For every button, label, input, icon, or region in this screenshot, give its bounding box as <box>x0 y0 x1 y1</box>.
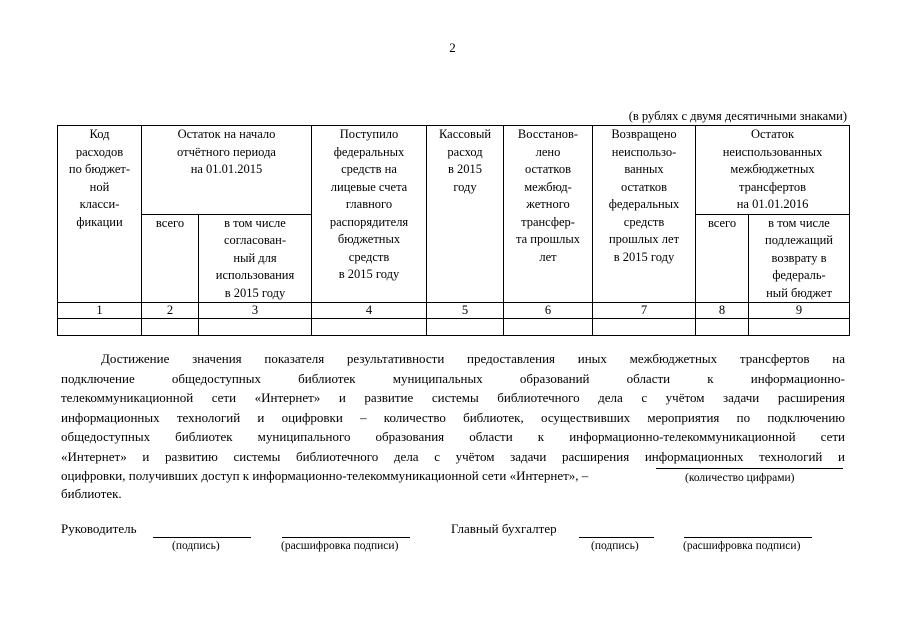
units-note: (в рублях с двумя десятичными знаками) <box>628 109 847 123</box>
header-line: в том числе <box>224 215 286 230</box>
header-line: в 2015 <box>448 162 483 176</box>
header-line: на 01.01.2016 <box>736 197 809 211</box>
table-cell[interactable] <box>58 319 142 336</box>
header-line: ный бюджет <box>766 285 832 300</box>
accountant-signature-line[interactable] <box>579 536 654 538</box>
column-number: 3 <box>199 303 312 319</box>
column-number: 1 <box>58 303 142 319</box>
header-line: на 01.01.2015 <box>190 162 263 176</box>
header-line: отчётного периода <box>177 144 276 159</box>
table-row <box>58 319 850 336</box>
column-number: 7 <box>593 303 696 319</box>
paragraph-line: подключение общедоступных библиотек муниципальных образований области к информационно- <box>61 370 845 386</box>
header-line: Поступило <box>339 127 399 141</box>
column-number: 5 <box>427 303 504 319</box>
table-cell[interactable] <box>749 319 850 336</box>
head-decoding-line[interactable] <box>282 536 410 538</box>
accountant-decoding-line[interactable] <box>684 536 812 538</box>
header-line: году <box>453 179 477 194</box>
page-number: 2 <box>449 40 456 55</box>
header-line: фикации <box>76 214 123 229</box>
header-line: остатков <box>525 162 572 176</box>
column-number: 4 <box>312 303 427 319</box>
column-number: 2 <box>142 303 199 319</box>
header-agreed <box>199 214 312 303</box>
paragraph-line: телекоммуникационной сети «Интернет» и развитие системы библиотечного дела с учётом задачи расширения <box>61 390 845 405</box>
paragraph-line: информационных технологий и оцифровки – количество библиотек, осуществивших мероприятия по подключению <box>61 409 845 425</box>
accountant-signature-caption: (подпись) <box>591 540 639 552</box>
accountant-decoding-caption: (расшифровка подписи) <box>683 540 801 552</box>
header-line: Остаток <box>750 127 795 141</box>
head-signature-line[interactable] <box>153 536 251 538</box>
header-line: лет <box>539 249 557 264</box>
header-line: всего <box>707 215 737 230</box>
header-line: федеральных <box>333 144 405 159</box>
header-refund <box>749 214 850 303</box>
header-line: Восстанов- <box>517 127 579 141</box>
header-line: жетного <box>526 197 570 211</box>
paragraph-line: «Интернет» и развитию системы библиотечного дела с учётом задачи расширения информационных технологий и <box>61 448 845 464</box>
accountant-label: Главный бухгалтер <box>451 521 557 536</box>
report-table <box>57 125 850 336</box>
column-number: 9 <box>749 303 850 319</box>
header-line: та прошлых <box>516 232 581 246</box>
header-line: федеральных <box>608 197 680 211</box>
header-line: трансфертов <box>739 179 807 194</box>
header-line: расход <box>447 144 483 159</box>
header-line: Возвращено <box>611 127 677 141</box>
table-cell[interactable] <box>504 319 593 336</box>
header-returned <box>593 126 696 303</box>
count-caption: (количество цифрами) <box>685 472 795 484</box>
header-line: возврату в <box>771 250 827 265</box>
header-line: ный для <box>233 250 277 265</box>
table-cell[interactable] <box>427 319 504 336</box>
header-line: лено <box>535 144 561 159</box>
header-line: трансфер- <box>521 214 575 229</box>
header-line: неиспользо- <box>611 144 677 159</box>
paragraph-line: оцифровки, получивших доступ к информационно-телекоммуникационной сети «Интернет», – <box>61 468 589 483</box>
column-number: 6 <box>504 303 593 319</box>
header-cash-expense <box>427 126 504 303</box>
header-balance-end <box>696 126 850 215</box>
table-cell[interactable] <box>199 319 312 336</box>
header-line: расходов <box>75 144 124 159</box>
header-balance-start <box>142 126 312 215</box>
header-line: в 2015 году <box>224 285 286 300</box>
header-line: в 2015 году <box>338 267 400 281</box>
header-total-end <box>696 214 749 303</box>
header-received <box>312 126 427 303</box>
table-cell[interactable] <box>312 319 427 336</box>
header-code <box>58 126 142 303</box>
header-line: средств <box>623 214 665 229</box>
header-line: класси- <box>79 197 120 211</box>
table-cell[interactable] <box>696 319 749 336</box>
header-line: средств на <box>341 162 397 176</box>
header-line: Остаток на начало <box>177 127 276 141</box>
header-line: по бюджет- <box>68 162 131 176</box>
table-cell[interactable] <box>142 319 199 336</box>
header-line: межбюджетных <box>730 162 815 176</box>
header-line: остатков <box>621 179 668 194</box>
head-label: Руководитель <box>61 521 137 536</box>
header-line: ванных <box>624 162 664 176</box>
header-line: Код <box>89 127 110 141</box>
header-line: межбюд- <box>524 179 572 194</box>
header-restored <box>504 126 593 303</box>
header-line: ной <box>89 179 110 194</box>
header-line: Кассовый <box>438 127 492 141</box>
header-line: распорядителя <box>329 214 409 229</box>
header-line: федераль- <box>772 268 826 282</box>
header-line: прошлых лет <box>608 232 680 246</box>
header-line: главного <box>345 197 393 211</box>
header-total-start <box>142 214 199 303</box>
header-line: средств <box>348 249 390 264</box>
paragraph-line: общедоступных библиотек муниципального образования области к информационно-телекоммуникационной сети <box>61 429 845 444</box>
table-cell[interactable] <box>593 319 696 336</box>
header-line: всего <box>155 215 185 230</box>
indicator-paragraph <box>61 349 845 486</box>
header-line: использования <box>215 268 295 282</box>
header-line: в том числе <box>768 215 830 230</box>
column-number-row <box>58 303 850 319</box>
header-line: бюджетных <box>337 232 401 246</box>
head-signature-caption: (подпись) <box>172 540 220 552</box>
header-line: подлежащий <box>765 233 833 247</box>
header-line: лицевые счета <box>330 179 408 194</box>
libraries-word: библиотек. <box>61 486 122 501</box>
library-count-blank[interactable] <box>656 467 843 469</box>
column-number: 8 <box>696 303 749 319</box>
paragraph-line: Достижение значения показателя результативности предоставления иных межбюджетных трансфертов на <box>101 351 845 366</box>
header-line: неиспользованных <box>722 144 823 159</box>
header-line: в 2015 году <box>613 249 675 264</box>
header-line: согласован- <box>224 233 287 247</box>
head-decoding-caption: (расшифровка подписи) <box>281 540 399 552</box>
